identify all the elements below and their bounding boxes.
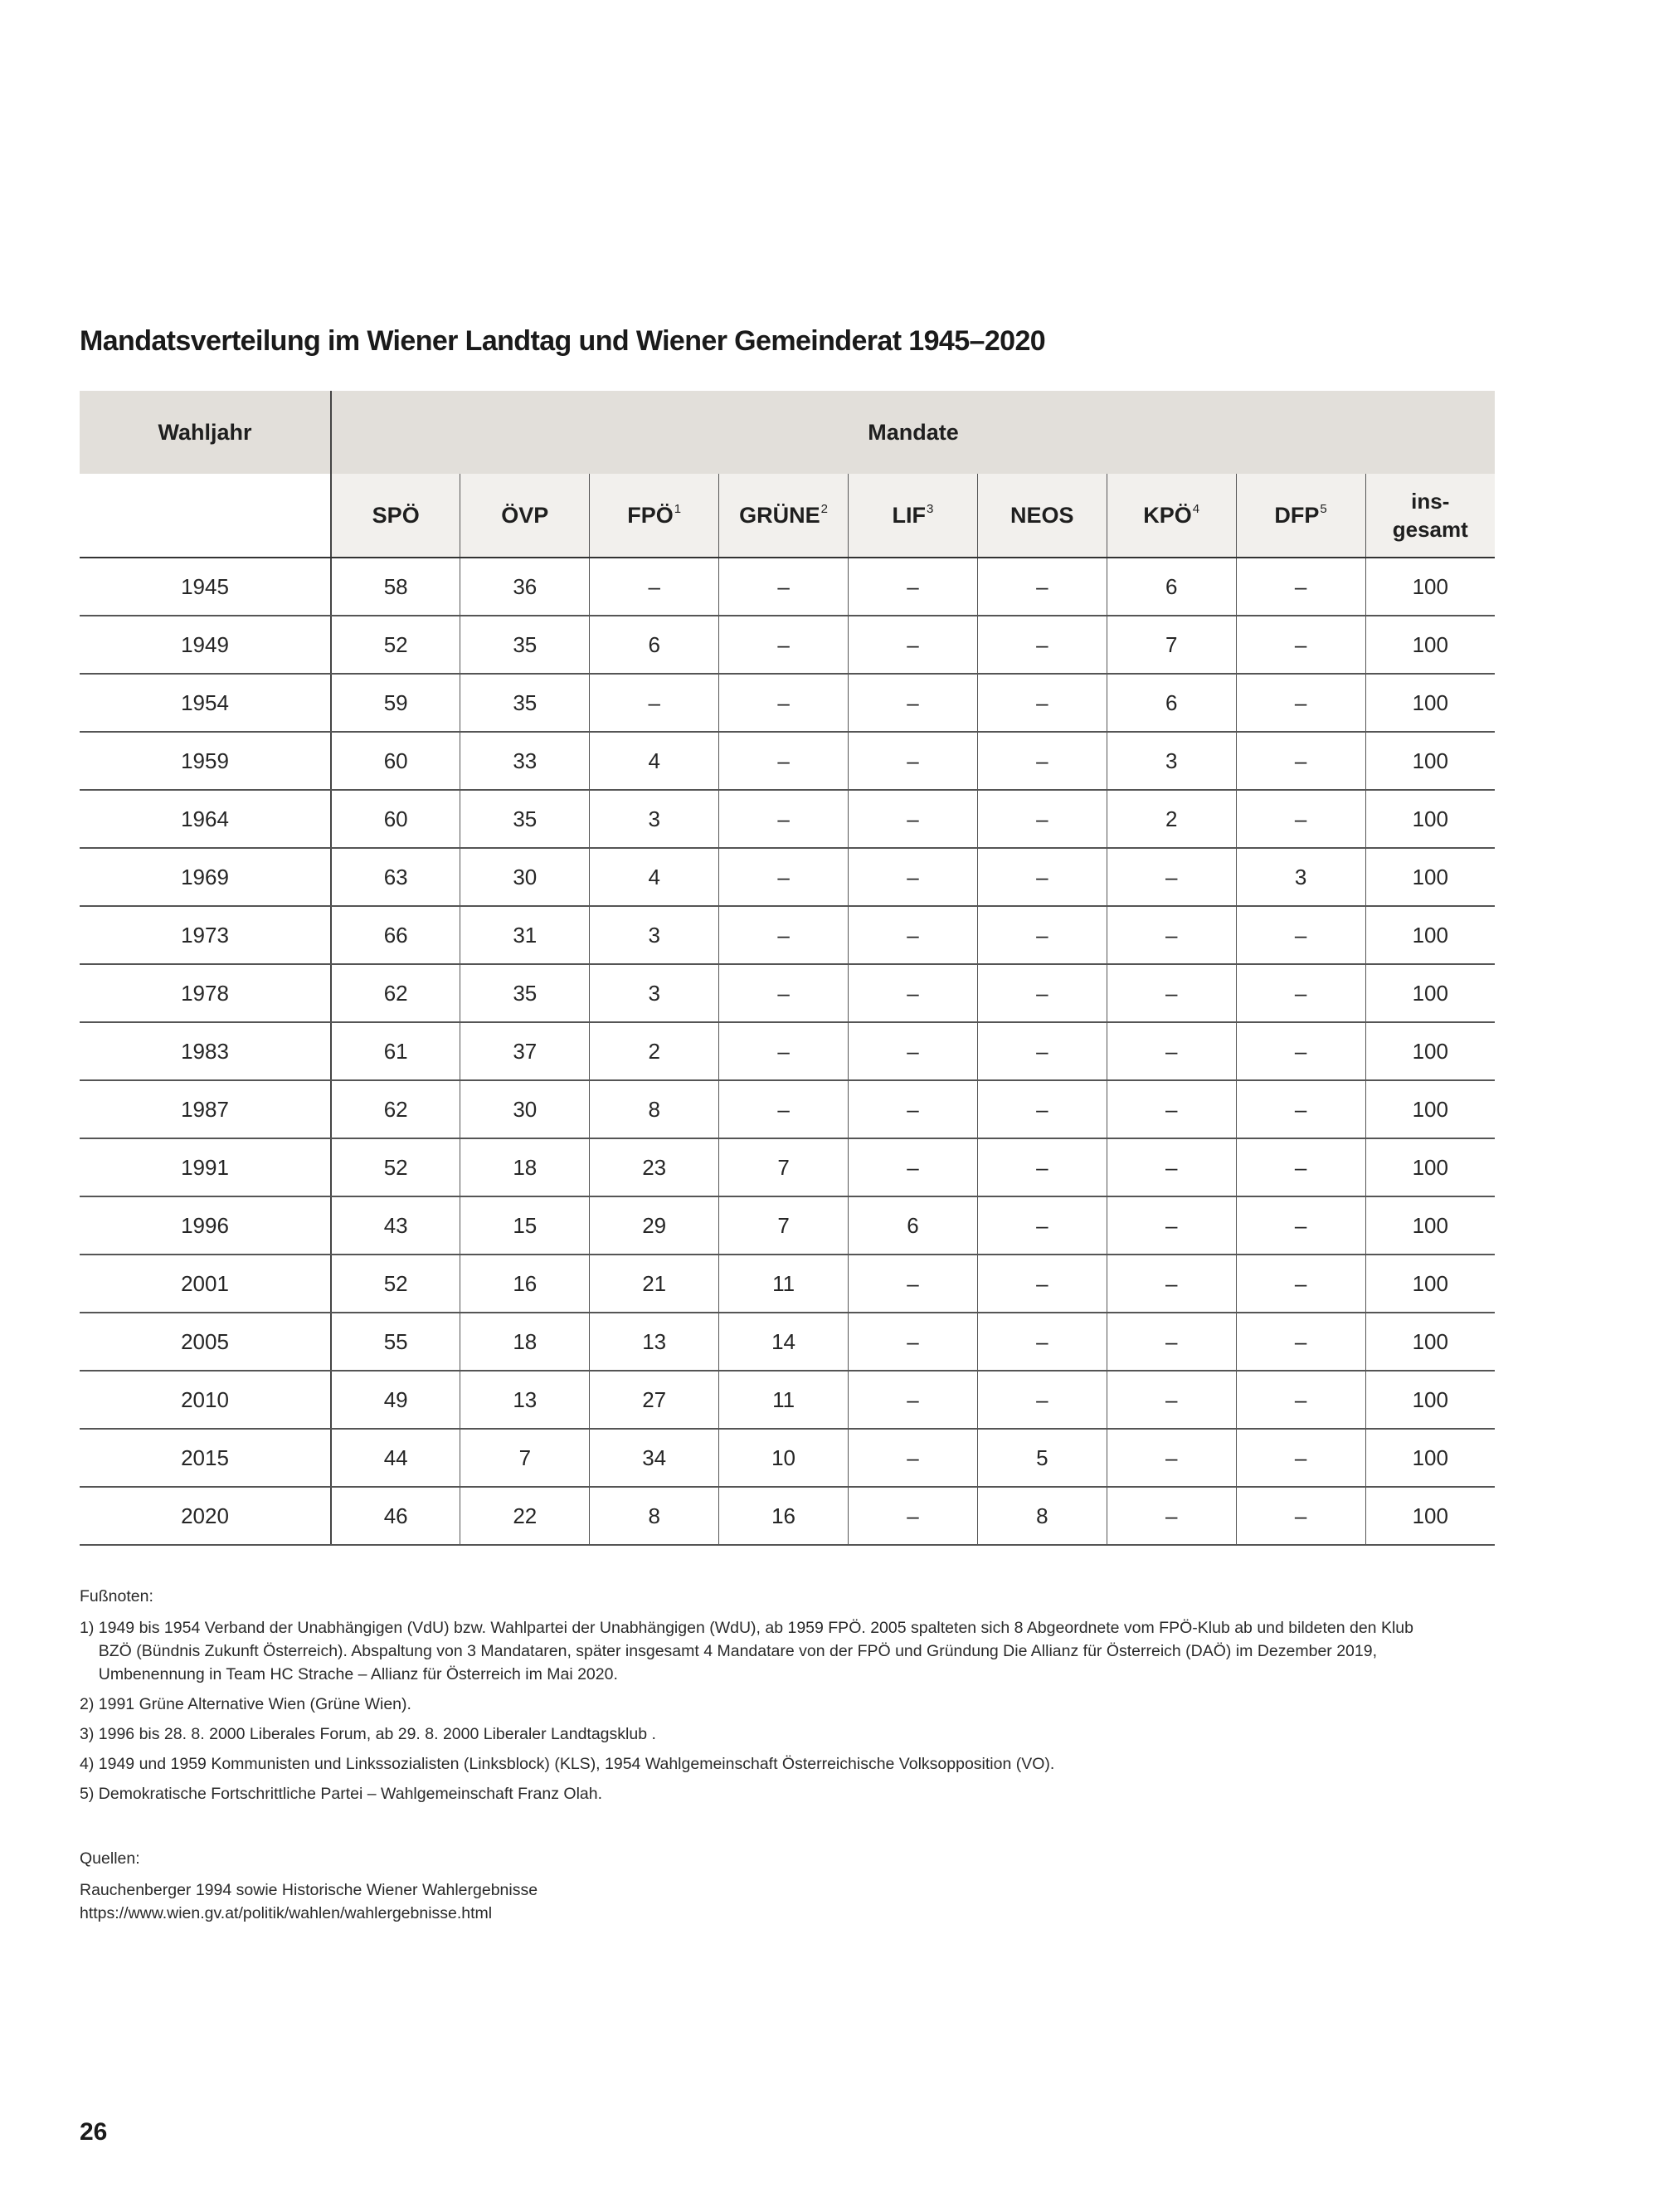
cell-seats: – <box>849 848 978 906</box>
cell-seats: – <box>849 1138 978 1196</box>
cell-total: 100 <box>1365 1138 1495 1196</box>
footnote-text: 1949 und 1959 Kommunisten und Linkssozialisten (Linksblock) (KLS), 1954 Wahlgemeinschaft Österreichische Volksopposition (VO). <box>98 1755 1055 1773</box>
table-body <box>80 558 1495 1545</box>
cell-seats: – <box>719 558 849 616</box>
cell-total: 100 <box>1365 1429 1495 1487</box>
cell-seats: 6 <box>1107 674 1236 732</box>
cell-seats: 3 <box>1236 848 1365 906</box>
cell-seats: 59 <box>331 674 460 732</box>
cell-seats: – <box>1236 1022 1365 1080</box>
header-party-label: GRÜNE <box>739 503 820 528</box>
cell-seats: – <box>719 616 849 674</box>
header-party-label: NEOS <box>1010 502 1074 528</box>
cell-seats: – <box>719 790 849 848</box>
header-party-label: LIF <box>892 503 927 528</box>
cell-seats: 34 <box>590 1429 719 1487</box>
cell-seats: – <box>849 732 978 790</box>
header-party-label: FPÖ <box>627 503 674 528</box>
cell-seats: 60 <box>331 732 460 790</box>
cell-seats: – <box>1107 1487 1236 1545</box>
cell-seats: – <box>849 790 978 848</box>
cell-seats: 52 <box>331 1255 460 1313</box>
footnote-item <box>80 1722 1448 1746</box>
cell-seats: 4 <box>590 732 719 790</box>
cell-seats: 2 <box>590 1022 719 1080</box>
cell-seats: – <box>849 1371 978 1429</box>
cell-seats: – <box>1236 674 1365 732</box>
header-party-0 <box>331 474 460 558</box>
cell-seats: 35 <box>460 964 590 1022</box>
cell-seats: – <box>1107 1255 1236 1313</box>
cell-year: 1973 <box>80 906 331 964</box>
cell-seats: 6 <box>849 1196 978 1255</box>
cell-seats: 7 <box>719 1138 849 1196</box>
cell-seats: 3 <box>590 964 719 1022</box>
mandate-table <box>80 391 1495 1546</box>
header-row-group <box>80 391 1495 474</box>
cell-total: 100 <box>1365 906 1495 964</box>
cell-seats: 6 <box>590 616 719 674</box>
header-party-3 <box>719 474 849 558</box>
header-party-1 <box>460 474 590 558</box>
table-row <box>80 906 1495 964</box>
table-row <box>80 1371 1495 1429</box>
footnote-number: 4) <box>80 1755 99 1773</box>
footnote-number: 3) <box>80 1725 99 1743</box>
cell-seats: 18 <box>460 1313 590 1371</box>
cell-seats: 8 <box>977 1487 1107 1545</box>
header-party-2 <box>590 474 719 558</box>
cell-total: 100 <box>1365 848 1495 906</box>
cell-seats: – <box>849 1255 978 1313</box>
cell-total: 100 <box>1365 1196 1495 1255</box>
cell-seats: 16 <box>460 1255 590 1313</box>
cell-year: 1949 <box>80 616 331 674</box>
cell-seats: – <box>977 848 1107 906</box>
cell-year: 2015 <box>80 1429 331 1487</box>
cell-seats: – <box>719 848 849 906</box>
cell-seats: – <box>977 1313 1107 1371</box>
footnote-marker: 5 <box>1320 502 1327 516</box>
cell-seats: 16 <box>719 1487 849 1545</box>
cell-seats: – <box>977 790 1107 848</box>
cell-seats: – <box>849 1080 978 1138</box>
cell-seats: – <box>590 674 719 732</box>
cell-seats: 7 <box>719 1196 849 1255</box>
cell-total: 100 <box>1365 732 1495 790</box>
header-total-line-1: ins- <box>1411 489 1450 514</box>
cell-seats: 11 <box>719 1371 849 1429</box>
cell-seats: 29 <box>590 1196 719 1255</box>
cell-seats: 31 <box>460 906 590 964</box>
cell-seats: – <box>1236 906 1365 964</box>
table-row <box>80 964 1495 1022</box>
cell-year: 1978 <box>80 964 331 1022</box>
cell-seats: 10 <box>719 1429 849 1487</box>
cell-seats: – <box>1107 906 1236 964</box>
footnote-text: Demokratische Fortschrittliche Partei – Wahlgemeinschaft Franz Olah. <box>98 1785 603 1803</box>
footnote-item <box>80 1616 1448 1686</box>
table-row <box>80 1429 1495 1487</box>
cell-seats: 5 <box>977 1429 1107 1487</box>
cell-seats: – <box>849 616 978 674</box>
cell-seats: 52 <box>331 1138 460 1196</box>
cell-seats: 44 <box>331 1429 460 1487</box>
cell-total: 100 <box>1365 1487 1495 1545</box>
cell-seats: – <box>977 674 1107 732</box>
footnotes-section <box>80 1585 1448 1925</box>
cell-seats: – <box>1236 1313 1365 1371</box>
cell-seats: 62 <box>331 1080 460 1138</box>
cell-seats: 52 <box>331 616 460 674</box>
table-row <box>80 1080 1495 1138</box>
header-party-label: SPÖ <box>372 502 420 528</box>
footnote-marker: 3 <box>927 502 934 516</box>
cell-seats: 7 <box>460 1429 590 1487</box>
footnote-list <box>80 1616 1448 1805</box>
table-row <box>80 1022 1495 1080</box>
cell-seats: 60 <box>331 790 460 848</box>
cell-seats: – <box>977 558 1107 616</box>
cell-seats: – <box>849 1429 978 1487</box>
cell-seats: 43 <box>331 1196 460 1255</box>
table-row <box>80 674 1495 732</box>
footnote-marker: 1 <box>674 502 682 516</box>
table-row <box>80 558 1495 616</box>
cell-seats: 35 <box>460 616 590 674</box>
table-row <box>80 1138 1495 1196</box>
footnote-number: 2) <box>80 1695 99 1713</box>
header-row-parties <box>80 474 1495 558</box>
footnote-marker: 4 <box>1192 502 1200 516</box>
cell-seats: 35 <box>460 790 590 848</box>
sources-label: Quellen: <box>80 1849 140 1868</box>
cell-seats: 11 <box>719 1255 849 1313</box>
header-party-label: ÖVP <box>501 502 549 528</box>
header-empty-cell <box>80 474 331 558</box>
sources-url: https://www.wien.gv.at/politik/wahlen/wahlergebnisse.html <box>80 1904 493 1922</box>
cell-seats: – <box>977 1080 1107 1138</box>
footnote-text: 1949 bis 1954 Verband der Unabhängigen (VdU) bzw. Wahlpartei der Unabhängigen (WdU), ab 1959 FPÖ. 2005 spalteten sich 8 Abgeordnete vom FPÖ-Klub ab und bildeten den Klub BZÖ (Bündnis Zukunft Österreich). Abspaltung von 3 Mandataren, später insgesamt 4 Mandatare von der FPÖ und Gründung Die Allianz für Österreich (DAÖ) im Dezember 2019, Umbenennung in Team HC Strache – Allianz für Österreich im Mai 2020. <box>98 1619 1413 1683</box>
cell-seats: 33 <box>460 732 590 790</box>
footnote-number: 1) <box>80 1619 99 1637</box>
cell-seats: – <box>1236 558 1365 616</box>
cell-seats: – <box>1107 1196 1236 1255</box>
cell-seats: 2 <box>1107 790 1236 848</box>
cell-seats: 15 <box>460 1196 590 1255</box>
cell-seats: – <box>849 906 978 964</box>
table-row <box>80 790 1495 848</box>
cell-year: 1969 <box>80 848 331 906</box>
header-party-4 <box>849 474 978 558</box>
cell-seats: – <box>1236 964 1365 1022</box>
footnote-item <box>80 1693 1448 1716</box>
cell-seats: 13 <box>460 1371 590 1429</box>
cell-seats: – <box>977 1022 1107 1080</box>
cell-seats: 22 <box>460 1487 590 1545</box>
table-row <box>80 732 1495 790</box>
header-wahljahr: Wahljahr <box>80 391 331 474</box>
header-party-label: KPÖ <box>1143 503 1192 528</box>
cell-seats: 23 <box>590 1138 719 1196</box>
cell-seats: 62 <box>331 964 460 1022</box>
header-total <box>1365 474 1495 558</box>
footnote-text: 1996 bis 28. 8. 2000 Liberales Forum, ab 29. 8. 2000 Liberaler Landtagsklub . <box>98 1725 656 1743</box>
cell-seats: 58 <box>331 558 460 616</box>
cell-year: 2005 <box>80 1313 331 1371</box>
cell-total: 100 <box>1365 1371 1495 1429</box>
header-party-label: DFP <box>1274 503 1320 528</box>
cell-seats: 30 <box>460 848 590 906</box>
cell-seats: – <box>977 1371 1107 1429</box>
cell-seats: – <box>719 1022 849 1080</box>
cell-seats: 21 <box>590 1255 719 1313</box>
cell-seats: 66 <box>331 906 460 964</box>
cell-total: 100 <box>1365 964 1495 1022</box>
cell-seats: 49 <box>331 1371 460 1429</box>
cell-seats: 3 <box>590 906 719 964</box>
footnote-text: 1991 Grüne Alternative Wien (Grüne Wien). <box>98 1695 411 1713</box>
cell-seats: – <box>1107 848 1236 906</box>
cell-seats: – <box>1107 1371 1236 1429</box>
cell-seats: – <box>1107 1022 1236 1080</box>
table-title: Mandatsverteilung im Wiener Landtag und Wiener Gemeinderat 1945–2020 <box>80 325 1046 357</box>
cell-seats: 61 <box>331 1022 460 1080</box>
cell-seats: – <box>1107 1429 1236 1487</box>
cell-year: 1964 <box>80 790 331 848</box>
sources-line-1: Rauchenberger 1994 sowie Historische Wiener Wahlergebnisse <box>80 1881 538 1899</box>
cell-seats: – <box>849 964 978 1022</box>
cell-seats: – <box>849 1313 978 1371</box>
cell-seats: 4 <box>590 848 719 906</box>
cell-seats: – <box>1236 1196 1365 1255</box>
header-mandate: Mandate <box>331 391 1495 474</box>
header-party-6 <box>1107 474 1236 558</box>
cell-seats: – <box>1107 1138 1236 1196</box>
cell-seats: 14 <box>719 1313 849 1371</box>
table-row <box>80 1255 1495 1313</box>
cell-seats: – <box>977 1196 1107 1255</box>
cell-seats: – <box>849 1022 978 1080</box>
cell-year: 1954 <box>80 674 331 732</box>
cell-seats: – <box>719 964 849 1022</box>
cell-year: 1959 <box>80 732 331 790</box>
header-party-5 <box>977 474 1107 558</box>
cell-seats: 18 <box>460 1138 590 1196</box>
footnote-number: 5) <box>80 1785 99 1803</box>
cell-year: 2001 <box>80 1255 331 1313</box>
cell-seats: – <box>719 732 849 790</box>
table-row <box>80 1487 1495 1545</box>
cell-total: 100 <box>1365 558 1495 616</box>
cell-seats: – <box>1236 1429 1365 1487</box>
cell-seats: – <box>1107 964 1236 1022</box>
cell-year: 2020 <box>80 1487 331 1545</box>
cell-year: 1983 <box>80 1022 331 1080</box>
header-total-line-2: gesamt <box>1392 517 1468 542</box>
cell-seats: 8 <box>590 1487 719 1545</box>
cell-total: 100 <box>1365 1022 1495 1080</box>
cell-seats: – <box>719 674 849 732</box>
cell-seats: – <box>849 558 978 616</box>
cell-seats: 8 <box>590 1080 719 1138</box>
cell-seats: 3 <box>1107 732 1236 790</box>
cell-year: 1945 <box>80 558 331 616</box>
cell-seats: – <box>977 1138 1107 1196</box>
cell-seats: – <box>977 616 1107 674</box>
cell-seats: – <box>977 1255 1107 1313</box>
sources-section <box>80 1847 1448 1925</box>
table-row <box>80 1313 1495 1371</box>
cell-seats: 7 <box>1107 616 1236 674</box>
footnote-marker: 2 <box>820 502 828 516</box>
page-number: 26 <box>80 2118 108 2146</box>
cell-seats: – <box>1236 1487 1365 1545</box>
cell-seats: 35 <box>460 674 590 732</box>
cell-seats: 13 <box>590 1313 719 1371</box>
cell-seats: – <box>1236 1138 1365 1196</box>
footnotes-label: Fußnoten: <box>80 1587 153 1605</box>
cell-seats: 63 <box>331 848 460 906</box>
footnote-item <box>80 1752 1448 1776</box>
cell-seats: 27 <box>590 1371 719 1429</box>
cell-total: 100 <box>1365 1255 1495 1313</box>
cell-seats: – <box>977 732 1107 790</box>
cell-seats: – <box>590 558 719 616</box>
footnote-item <box>80 1782 1448 1805</box>
cell-seats: 30 <box>460 1080 590 1138</box>
cell-total: 100 <box>1365 790 1495 848</box>
cell-year: 2010 <box>80 1371 331 1429</box>
cell-seats: 55 <box>331 1313 460 1371</box>
cell-year: 1991 <box>80 1138 331 1196</box>
cell-seats: – <box>1107 1313 1236 1371</box>
table-row <box>80 848 1495 906</box>
cell-seats: 3 <box>590 790 719 848</box>
table-row <box>80 616 1495 674</box>
cell-seats: 6 <box>1107 558 1236 616</box>
header-party-7 <box>1236 474 1365 558</box>
table-row <box>80 1196 1495 1255</box>
cell-seats: – <box>1236 790 1365 848</box>
cell-seats: – <box>977 906 1107 964</box>
cell-seats: – <box>1107 1080 1236 1138</box>
cell-total: 100 <box>1365 674 1495 732</box>
cell-seats: 46 <box>331 1487 460 1545</box>
cell-total: 100 <box>1365 616 1495 674</box>
cell-seats: – <box>1236 1255 1365 1313</box>
cell-seats: – <box>719 906 849 964</box>
cell-seats: 37 <box>460 1022 590 1080</box>
cell-seats: – <box>1236 616 1365 674</box>
cell-total: 100 <box>1365 1313 1495 1371</box>
cell-total: 100 <box>1365 1080 1495 1138</box>
cell-seats: – <box>977 964 1107 1022</box>
cell-seats: – <box>1236 732 1365 790</box>
cell-seats: – <box>849 1487 978 1545</box>
cell-seats: – <box>849 674 978 732</box>
cell-seats: – <box>1236 1080 1365 1138</box>
cell-year: 1987 <box>80 1080 331 1138</box>
cell-seats: – <box>1236 1371 1365 1429</box>
cell-seats: 36 <box>460 558 590 616</box>
cell-year: 1996 <box>80 1196 331 1255</box>
cell-seats: – <box>719 1080 849 1138</box>
